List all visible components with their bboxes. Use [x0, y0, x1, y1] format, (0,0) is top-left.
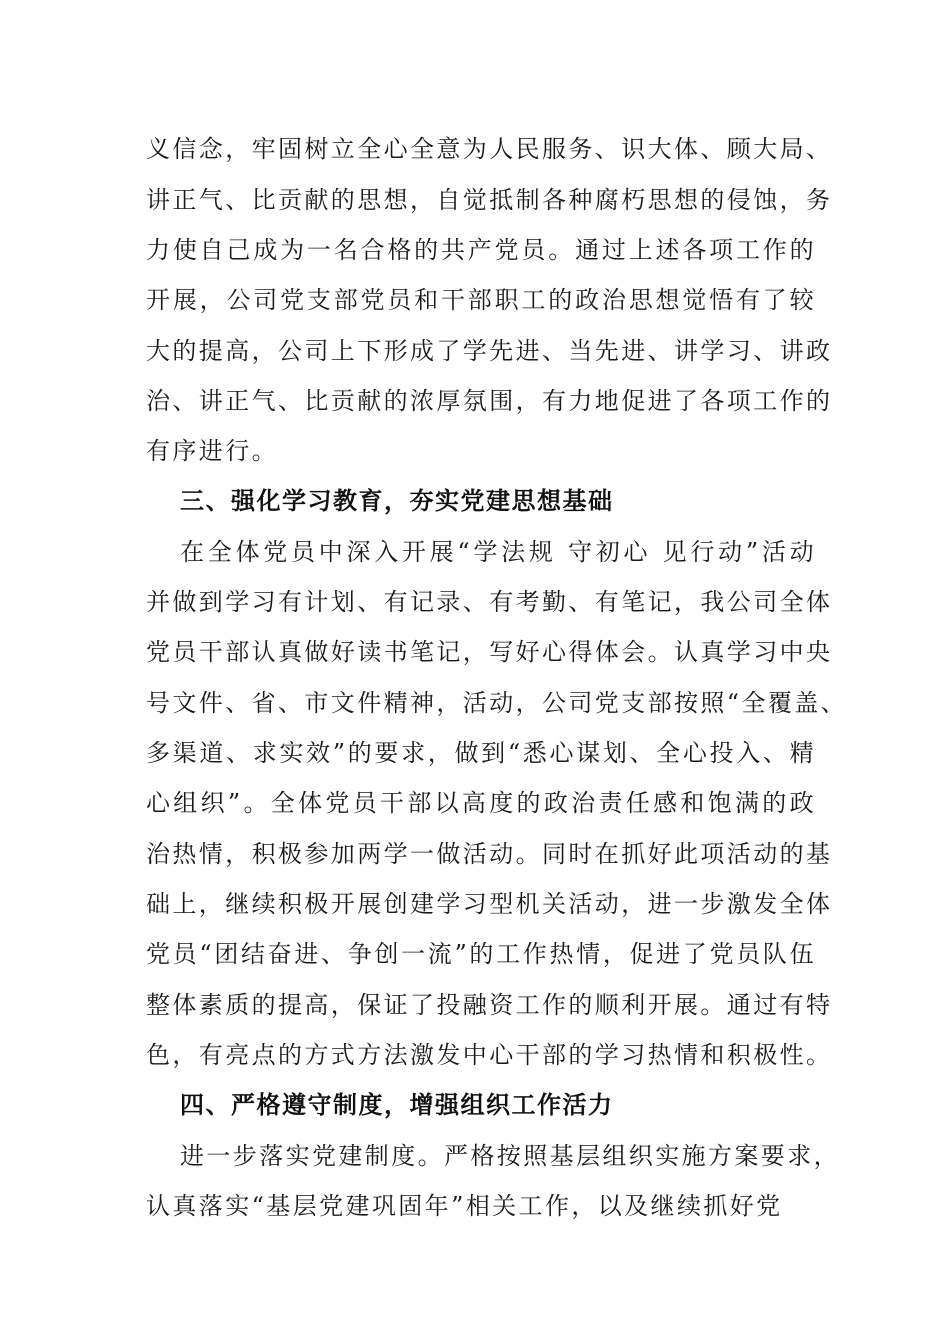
paragraph-line: 讲正气、比贡献的思想，自觉抵制各种腐朽思想的侵蚀，务 — [146, 186, 833, 214]
section-heading-4: 四、严格遵守制度，增强组织工作活力 — [180, 1091, 614, 1119]
paragraph-line: 开展，公司党支部党员和干部职工的政治思想觉悟有了较 — [146, 286, 816, 314]
paragraph-line: 有序进行。 — [146, 437, 278, 465]
paragraph-line: 治热情，积极参加两学一做活动。同时在抓好此项活动的基 — [146, 840, 833, 868]
paragraph-line: 并做到学习有计划、有记录、有考勤、有笔记，我公司全体 — [146, 588, 833, 616]
paragraph-line: 党员干部认真做好读书笔记，写好心得体会。认真学习中央 — [146, 638, 833, 666]
paragraph-line: 党员“团结奋进、争创一流”的工作热情，促进了党员队伍 — [146, 940, 816, 968]
section-heading-3: 三、强化学习教育，夯实党建思想基础 — [180, 487, 614, 515]
paragraph-line: 号文件、省、市文件精神，活动，公司党支部按照“全覆盖、 — [146, 689, 848, 717]
paragraph-line: 心组织”。全体党员干部以高度的政治责任感和饱满的政 — [146, 789, 816, 817]
paragraph-line: 在全体党员中深入开展“学法规 守初心 见行动”活动 — [180, 538, 816, 566]
paragraph-line: 认真落实“基层党建巩固年”相关工作，以及继续抓好党 — [146, 1192, 783, 1220]
paragraph-line: 础上，继续积极开展创建学习型机关活动，进一步激发全体 — [146, 890, 833, 918]
paragraph-line: 多渠道、求实效”的要求，做到“悉心谋划、全心投入、精 — [146, 739, 816, 767]
paragraph-line: 色，有亮点的方式方法激发中心干部的学习热情和积极性。 — [146, 1041, 833, 1069]
paragraph-line: 治、讲正气、比贡献的浓厚氛围，有力地促进了各项工作的 — [146, 387, 833, 415]
paragraph-line: 力使自己成为一名合格的共产党员。通过上述各项工作的 — [146, 236, 816, 264]
paragraph-line: 进一步落实党建制度。严格按照基层组织实施方案要求， — [180, 1142, 840, 1170]
paragraph-line: 义信念，牢固树立全心全意为人民服务、识大体、顾大局、 — [146, 135, 833, 163]
paragraph-line: 整体素质的提高，保证了投融资工作的顺利开展。通过有特 — [146, 991, 833, 1019]
paragraph-line: 大的提高，公司上下形成了学先进、当先进、讲学习、讲政 — [146, 337, 833, 365]
